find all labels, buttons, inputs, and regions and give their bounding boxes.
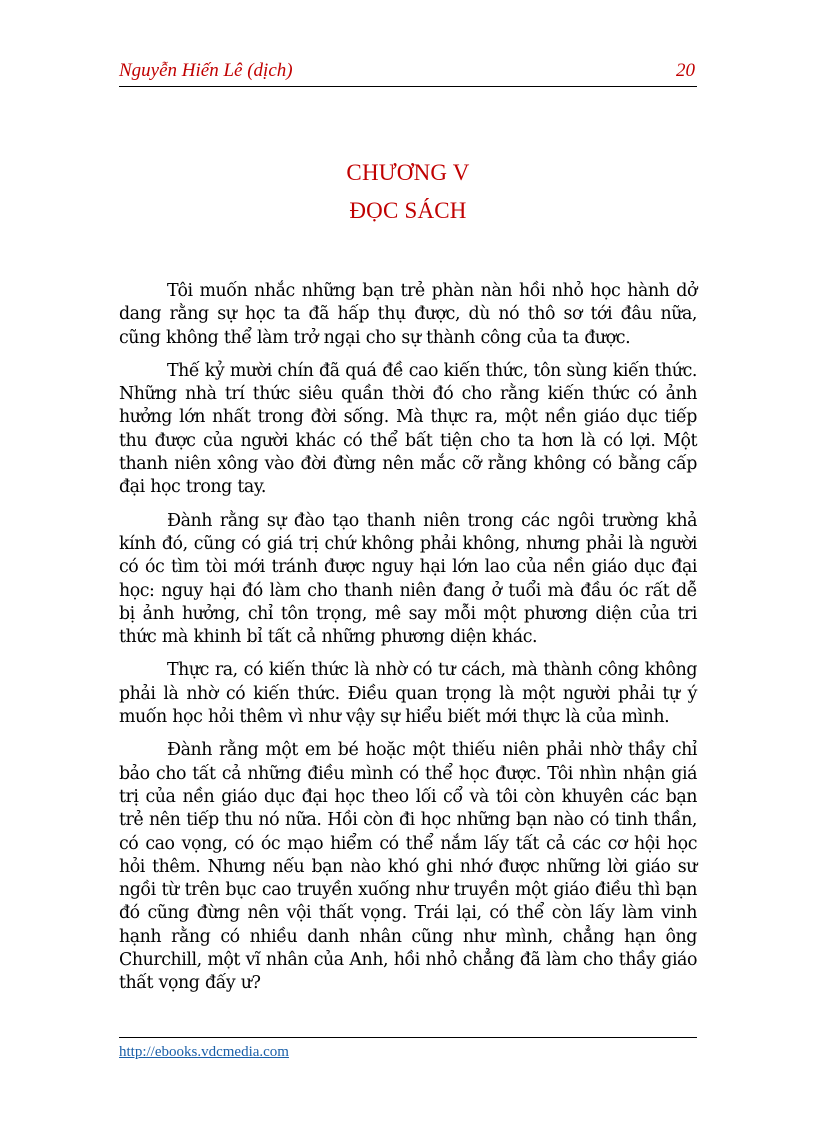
header-title: Nguyễn Hiến Lê (dịch)	[119, 60, 293, 81]
paragraph: Đành rằng sự đào tạo thanh niên trong các ngôi trường khả kính đó, cũng có giá trị chứ không phải không, nhưng phải là người có óc tìm tòi mới tránh được nguy hại lớn lao của nền giáo dục đại học: nguy hại đó làm cho thanh niên đang ở tuổi mà đầu óc rất dễ bị ảnh hưởng, chỉ tôn trọng, mê say mỗi một phương diện của tri thức mà khinh bỉ tất cả những phương diện khác.	[119, 510, 697, 648]
page-header	[119, 60, 697, 86]
page-number: 20	[676, 60, 695, 81]
paragraph: Thế kỷ mười chín đã quá đề cao kiến thức, tôn sùng kiến thức. Những nhà trí thức siêu quần thời đó cho rằng kiến thức có ảnh hưởng lớn nhất trong đời sống. Mà thực ra, một nền giáo dục tiếp thu được của người khác có thể bất tiện cho ta hơn là có lợi. Một thanh niên xông vào đời đừng nên mắc cỡ rằng không có bằng cấp đại học trong tay.	[119, 360, 697, 498]
header-rule	[119, 86, 697, 87]
chapter-number: CHƯƠNG V	[346, 160, 470, 185]
footer-rule	[119, 1037, 697, 1038]
chapter-title: ĐỌC SÁCH	[349, 198, 467, 223]
footer-link[interactable]: http://ebooks.vdcmedia.com	[119, 1044, 289, 1060]
paragraph: Tôi muốn nhắc những bạn trẻ phàn nàn hồi nhỏ học hành dở dang rằng sự học ta đã hấp thụ được, dù nó thô sơ tới đâu nữa, cũng không thể làm trở ngại cho sự thành công của ta được.	[119, 281, 697, 348]
body-text	[119, 280, 697, 1006]
paragraph: Thực ra, có kiến thức là nhờ có tư cách, mà thành công không phải là nhờ có kiến thức. Điều quan trọng là một người phải tự ý muốn học hỏi thêm vì như vậy sự hiểu biết mới thực là của mình.	[119, 660, 697, 728]
paragraph: Đành rằng một em bé hoặc một thiếu niên phải nhờ thầy chỉ bảo cho tất cả những điều mình có thể học được. Tôi nhìn nhận giá trị của nền giáo dục đại học theo lối cổ và tôi còn khuyên các bạn trẻ nên tiếp thu nó nữa. Hồi còn đi học những bạn nào có tinh thần, có cao vọng, có óc mạo hiểm có thể nắm lấy tất cả các cơ hội học hỏi thêm. Nhưng nếu bạn nào khó ghi nhớ được những lời giáo sư ngồi từ trên bục cao truyền xuống như truyền một giáo điều thì bạn đó cũng đừng nên vội thất vọng. Trái lại, có thể còn lấy làm vinh hạnh rằng có nhiều danh nhân cũng như mình, chẳng hạn ông Churchill, một vĩ nhân của Anh, hồi nhỏ chẳng đã làm cho thầy giáo thất vọng đấy ư?	[119, 740, 697, 994]
